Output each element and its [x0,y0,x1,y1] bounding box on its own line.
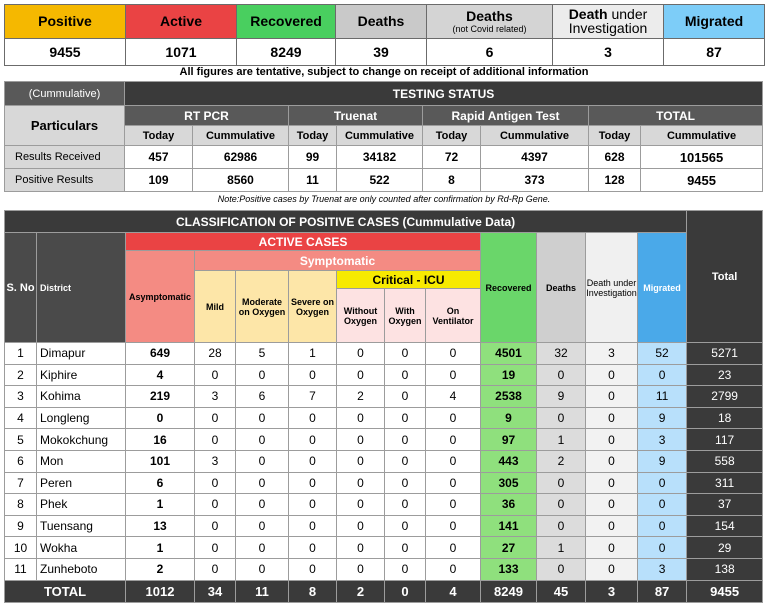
with-oxygen-cell: 0 [385,343,426,365]
investigation-cell: 0 [586,364,638,386]
migrated-cell: 3 [638,429,687,451]
asymptomatic-header: Asymptomatic [126,251,195,343]
investigation-under-label: under [607,6,648,23]
without-oxygen-cell: 0 [337,515,385,537]
test-cell: 34182 [337,146,423,169]
migrated-cell: 3 [638,558,687,580]
critical-icu-header: Critical - ICU [337,271,481,289]
cumulative-header: Cummulative [481,126,589,146]
recovered-cell: 36 [481,494,537,516]
district-cell: Mokokchung [37,429,126,451]
today-header: Today [125,126,193,146]
asymptomatic-cell: 219 [126,386,195,408]
recovered-header: Recovered [237,5,336,39]
migrated-cell: 0 [638,472,687,494]
classification-title: CLASSIFICATION OF POSITIVE CASES (Cummulative Data) [5,211,687,233]
sno-cell: 10 [5,537,37,559]
deaths-cell: 0 [537,494,586,516]
test-cell: 522 [337,169,423,192]
severe-cell: 0 [289,450,337,472]
test-cell: 62986 [193,146,289,169]
sno-cell: 11 [5,558,37,580]
row-label: Positive Results [5,169,125,192]
truenat-note: Note:Positive cases by Truenat are only counted after confirmation by Rd-Rp Gene. [217,194,551,204]
migrated-header: Migrated [638,233,687,343]
testing-status-table [4,81,763,192]
mild-cell: 0 [195,515,236,537]
investigation-cell: 0 [586,386,638,408]
investigation-line2-label: Investigation [568,20,648,37]
on-ventilator-cell: 0 [426,494,481,516]
cumulative-label: (Cummulative) [5,82,125,106]
investigation-header: Death under Investigation [586,233,638,343]
asymptomatic-cell: 101 [126,450,195,472]
recovered-cell: 443 [481,450,537,472]
investigation-bold-label: Death [568,6,608,23]
asymptomatic-cell: 16 [126,429,195,451]
test-cell: 99 [289,146,337,169]
migrated-cell: 9 [638,450,687,472]
death-investigation-header [553,5,664,39]
moderate-cell: 0 [236,537,289,559]
investigation-cell: 0 [586,407,638,429]
mild-cell: 0 [195,407,236,429]
test-cell: 128 [589,169,641,192]
test-cell: 72 [423,146,481,169]
test-cell: 8 [423,169,481,192]
deaths-cell: 0 [537,515,586,537]
total-cell: 311 [687,472,763,494]
results-received-row [5,146,763,169]
total-cell: 2799 [687,386,763,408]
total-cell: 3 [586,580,638,602]
without-oxygen-cell: 0 [337,450,385,472]
deaths-cell: 1 [537,537,586,559]
migrated-cell: 0 [638,364,687,386]
with-oxygen-header: With Oxygen [385,289,426,343]
migrated-cell: 0 [638,515,687,537]
recovered-cell: 141 [481,515,537,537]
district-cell: Kohima [37,386,126,408]
without-oxygen-cell: 0 [337,494,385,516]
total-cell: 9455 [687,580,763,602]
sno-cell: 5 [5,429,37,451]
total-cell: 23 [687,364,763,386]
district-rows [5,343,763,581]
total-label: TOTAL [5,580,126,602]
recovered-cell: 133 [481,558,537,580]
today-header: Today [423,126,481,146]
district-cell: Dimapur [37,343,126,365]
district-row [5,537,763,559]
active-value: 1071 [126,38,237,65]
total-row [5,580,763,602]
on-ventilator-cell: 0 [426,407,481,429]
district-row [5,386,763,408]
investigation-cell: 0 [586,537,638,559]
moderate-cell: 0 [236,515,289,537]
with-oxygen-cell: 0 [385,429,426,451]
rapid-antigen-header: Rapid Antigen Test [423,106,589,126]
summary-table [4,4,765,66]
with-oxygen-cell: 0 [385,386,426,408]
district-row [5,472,763,494]
moderate-cell: 0 [236,429,289,451]
asymptomatic-cell: 4 [126,364,195,386]
on-ventilator-cell: 0 [426,450,481,472]
with-oxygen-cell: 0 [385,515,426,537]
district-row [5,450,763,472]
test-cell: 8560 [193,169,289,192]
test-cell: 4397 [481,146,589,169]
asymptomatic-cell: 6 [126,472,195,494]
with-oxygen-cell: 0 [385,537,426,559]
investigation-cell: 0 [586,450,638,472]
total-cell: 8 [289,580,337,602]
positive-results-row [5,169,763,192]
district-row [5,364,763,386]
with-oxygen-cell: 0 [385,450,426,472]
total-cell: 0 [385,580,426,602]
without-oxygen-cell: 0 [337,364,385,386]
row-label: Results Received [5,146,125,169]
total-cell: 37 [687,494,763,516]
test-cell: 9455 [641,169,763,192]
deaths-value: 39 [336,38,427,65]
recovered-header: Recovered [481,233,537,343]
total-cell: 138 [687,558,763,580]
asymptomatic-cell: 13 [126,515,195,537]
sno-cell: 7 [5,472,37,494]
symptomatic-header: Symptomatic [195,251,481,271]
testing-total-header: TOTAL [589,106,763,126]
sno-cell: 2 [5,364,37,386]
total-cell: 45 [537,580,586,602]
positive-value: 9455 [5,38,126,65]
on-ventilator-cell: 0 [426,343,481,365]
total-cell: 5271 [687,343,763,365]
sno-cell: 1 [5,343,37,365]
district-row [5,558,763,580]
district-row [5,494,763,516]
total-cell: 87 [638,580,687,602]
severe-cell: 0 [289,558,337,580]
deaths-non-covid-sublabel: (not Covid related) [452,23,527,34]
total-cell: 154 [687,515,763,537]
cumulative-header: Cummulative [337,126,423,146]
moderate-cell: 0 [236,472,289,494]
recovered-cell: 2538 [481,386,537,408]
on-ventilator-cell: 0 [426,472,481,494]
recovered-cell: 97 [481,429,537,451]
moderate-cell: 0 [236,364,289,386]
moderate-cell: 0 [236,450,289,472]
total-cell: 34 [195,580,236,602]
deaths-non-covid-value: 6 [427,38,553,65]
without-oxygen-cell: 0 [337,558,385,580]
severe-cell: 0 [289,515,337,537]
on-ventilator-cell: 0 [426,537,481,559]
with-oxygen-cell: 0 [385,494,426,516]
total-cell: 4 [426,580,481,602]
severe-cell: 0 [289,494,337,516]
truenat-header: Truenat [289,106,423,126]
without-oxygen-cell: 0 [337,429,385,451]
recovered-cell: 305 [481,472,537,494]
deaths-header: Deaths [336,5,427,39]
on-ventilator-cell: 0 [426,558,481,580]
total-cell: 558 [687,450,763,472]
positive-header: Positive [5,5,126,39]
deaths-cell: 32 [537,343,586,365]
recovered-cell: 19 [481,364,537,386]
severe-cell: 0 [289,429,337,451]
severe-cell: 0 [289,364,337,386]
sno-cell: 6 [5,450,37,472]
test-cell: 109 [125,169,193,192]
investigation-cell: 0 [586,429,638,451]
investigation-cell: 0 [586,515,638,537]
deaths-cell: 2 [537,450,586,472]
severe-cell: 0 [289,472,337,494]
without-oxygen-cell: 0 [337,407,385,429]
mild-cell: 0 [195,494,236,516]
cumulative-header: Cummulative [193,126,289,146]
on-ventilator-header: On Ventilator [426,289,481,343]
total-cell: 2 [337,580,385,602]
district-row [5,407,763,429]
sno-cell: 3 [5,386,37,408]
mild-cell: 3 [195,386,236,408]
mild-cell: 0 [195,537,236,559]
district-cell: Phek [37,494,126,516]
sno-cell: 9 [5,515,37,537]
severe-cell: 1 [289,343,337,365]
mild-cell: 0 [195,558,236,580]
district-cell: Zunheboto [37,558,126,580]
asymptomatic-cell: 1 [126,537,195,559]
district-cell: Mon [37,450,126,472]
deaths-cell: 0 [537,472,586,494]
recovered-cell: 4501 [481,343,537,365]
on-ventilator-cell: 0 [426,364,481,386]
migrated-header: Migrated [664,5,765,39]
sno-cell: 4 [5,407,37,429]
migrated-cell: 9 [638,407,687,429]
severe-cell: 0 [289,537,337,559]
with-oxygen-cell: 0 [385,558,426,580]
classification-table [4,210,763,603]
district-row [5,429,763,451]
asymptomatic-cell: 2 [126,558,195,580]
total-cell: 8249 [481,580,537,602]
asymptomatic-cell: 1 [126,494,195,516]
district-cell: Peren [37,472,126,494]
on-ventilator-cell: 0 [426,515,481,537]
moderate-cell: 5 [236,343,289,365]
deaths-non-covid-label: Deaths [466,7,513,24]
district-header: District [37,233,126,343]
total-cell: 18 [687,407,763,429]
deaths-cell: 0 [537,364,586,386]
severe-cell: 0 [289,407,337,429]
district-cell: Kiphire [37,364,126,386]
asymptomatic-cell: 0 [126,407,195,429]
severe-cell: 7 [289,386,337,408]
total-cell: 117 [687,429,763,451]
without-oxygen-cell: 0 [337,537,385,559]
moderate-cell: 0 [236,407,289,429]
with-oxygen-cell: 0 [385,472,426,494]
rtpcr-header: RT PCR [125,106,289,126]
without-oxygen-cell: 0 [337,472,385,494]
investigation-cell: 0 [586,494,638,516]
cumulative-header: Cummulative [641,126,763,146]
recovered-cell: 27 [481,537,537,559]
deaths-cell: 0 [537,407,586,429]
mild-cell: 0 [195,472,236,494]
on-ventilator-cell: 4 [426,386,481,408]
without-oxygen-cell: 0 [337,343,385,365]
deaths-header: Deaths [537,233,586,343]
deaths-cell: 1 [537,429,586,451]
severe-header: Severe on Oxygen [289,271,337,343]
mild-cell: 28 [195,343,236,365]
test-cell: 101565 [641,146,763,169]
district-cell: Tuensang [37,515,126,537]
mild-cell: 0 [195,364,236,386]
deaths-cell: 0 [537,558,586,580]
without-oxygen-cell: 2 [337,386,385,408]
without-oxygen-header: Without Oxygen [337,289,385,343]
total-cell: 11 [236,580,289,602]
migrated-cell: 52 [638,343,687,365]
migrated-cell: 11 [638,386,687,408]
moderate-cell: 6 [236,386,289,408]
active-header: Active [126,5,237,39]
sno-header: S. No [5,233,37,343]
on-ventilator-cell: 0 [426,429,481,451]
test-cell: 457 [125,146,193,169]
moderate-cell: 0 [236,494,289,516]
today-header: Today [589,126,641,146]
testing-status-title: TESTING STATUS [125,82,763,106]
total-header: Total [687,211,763,343]
total-cell: 1012 [126,580,195,602]
mild-cell: 3 [195,450,236,472]
recovered-value: 8249 [237,38,336,65]
total-cell: 29 [687,537,763,559]
investigation-cell: 0 [586,472,638,494]
with-oxygen-cell: 0 [385,407,426,429]
test-cell: 11 [289,169,337,192]
district-cell: Longleng [37,407,126,429]
district-row [5,515,763,537]
investigation-cell: 3 [586,343,638,365]
with-oxygen-cell: 0 [385,364,426,386]
mild-cell: 0 [195,429,236,451]
investigation-value: 3 [553,38,664,65]
particulars-header: Particulars [5,106,125,146]
deaths-non-covid-header [427,5,553,39]
district-cell: Wokha [37,537,126,559]
moderate-cell: 0 [236,558,289,580]
active-cases-header: ACTIVE CASES [126,233,481,251]
investigation-cell: 0 [586,558,638,580]
test-cell: 628 [589,146,641,169]
tentative-note: All figures are tentative, subject to change on receipt of additional information [179,66,589,78]
today-header: Today [289,126,337,146]
moderate-header: Moderate on Oxygen [236,271,289,343]
recovered-cell: 9 [481,407,537,429]
migrated-cell: 0 [638,537,687,559]
sno-cell: 8 [5,494,37,516]
mild-header: Mild [195,271,236,343]
migrated-cell: 0 [638,494,687,516]
test-cell: 373 [481,169,589,192]
migrated-value: 87 [664,38,765,65]
asymptomatic-cell: 649 [126,343,195,365]
district-row [5,343,763,365]
deaths-cell: 9 [537,386,586,408]
